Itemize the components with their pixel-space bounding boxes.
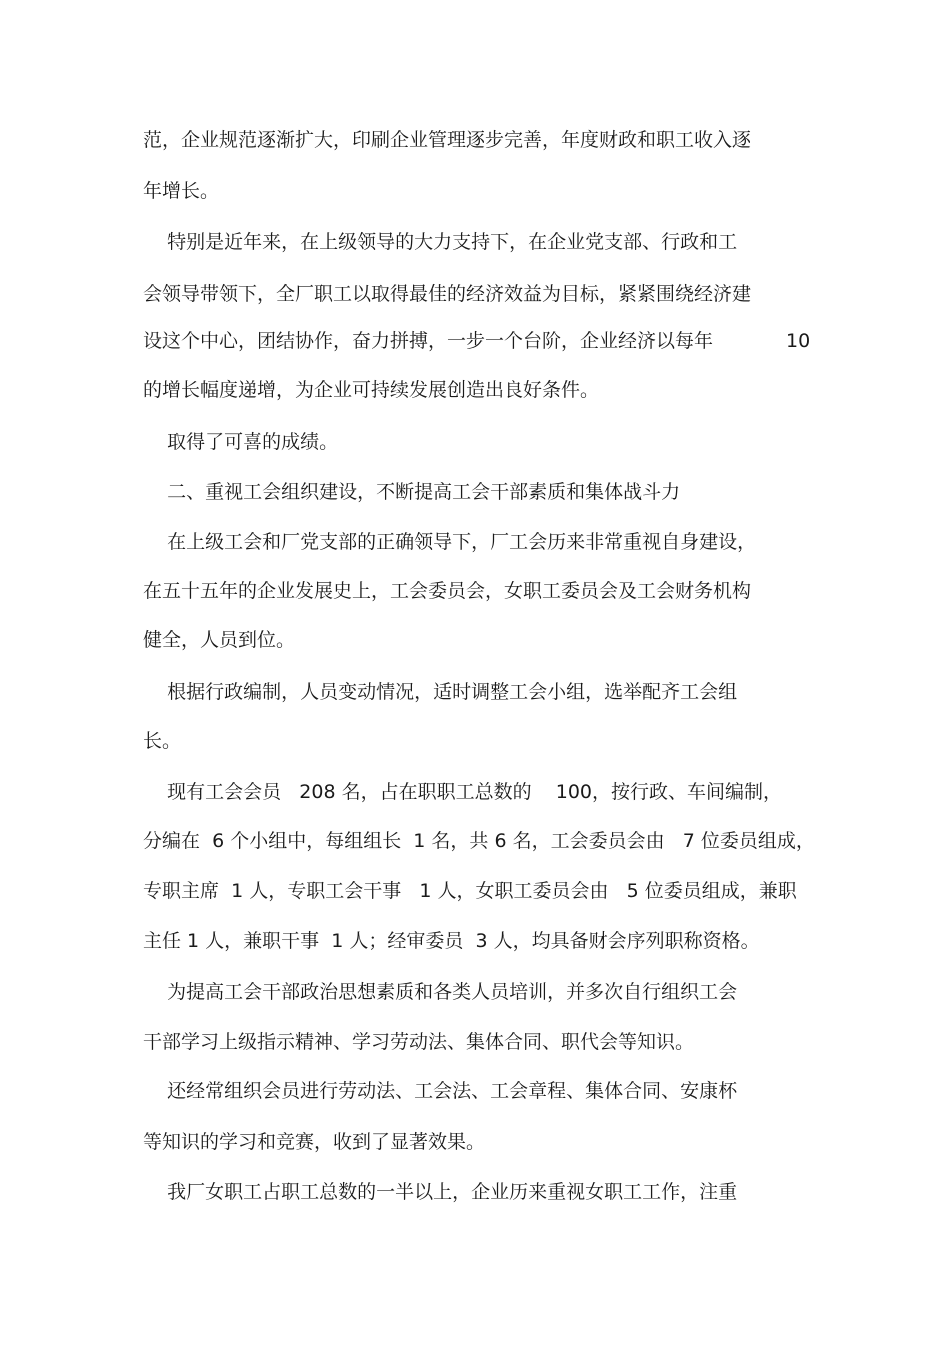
text-line: 还经常组织会员进行劳动法、工会法、工会章程、集体合同、安康杯 — [143, 1080, 738, 1102]
text-line: 我厂女职工占职工总数的一半以上，企业历来重视女职工工作，注重 — [143, 1181, 738, 1203]
text-line: 根据行政编制，人员变动情况，适时调整工会小组，选举配齐工会组 — [143, 681, 738, 703]
page-number: 10 — [786, 330, 811, 352]
text-line: 主任 1 人，兼职干事 1 人；经审委员 3 人，均具备财会序列职称资格。 — [143, 930, 760, 952]
text-line: 会领导带领下，全厂职工以取得最佳的经济效益为目标，紧紧围绕经济建 — [143, 283, 752, 305]
text-line: 年增长。 — [143, 180, 220, 202]
text-line: 等知识的学习和竞赛，收到了显著效果。 — [143, 1131, 486, 1153]
section-heading: 二、重视工会组织建设，不断提高工会干部素质和集体战斗力 — [143, 481, 681, 503]
text-line: 干部学习上级指示精神、学习劳动法、集体合同、职代会等知识。 — [143, 1031, 695, 1053]
text-line: 长。 — [143, 730, 182, 752]
text-line: 分编在 6 个小组中，每组组长 1 名，共 6 名，工会委员会由 7 位委员组成， — [143, 830, 815, 852]
text-line: 在上级工会和厂党支部的正确领导下，厂工会历来非常重视自身建设， — [143, 531, 757, 553]
text-line: 专职主席 1 人，专职工会干事 1 人，女职工委员会由 5 位委员组成，兼职 — [143, 880, 797, 902]
text-line: 在五十五年的企业发展史上，工会委员会，女职工委员会及工会财务机构 — [143, 580, 752, 602]
text-line: 为提高工会干部政治思想素质和各类人员培训，并多次自行组织工会 — [143, 981, 738, 1003]
text-line: 特别是近年来，在上级领导的大力支持下，在企业党支部、行政和工 — [143, 231, 738, 253]
text-line: 现有工会会员 208 名，占在职职工总数的 100，按行政、车间编制， — [143, 781, 783, 803]
text-line: 的增长幅度递增，为企业可持续发展创造出良好条件。 — [143, 379, 600, 401]
text-line: 设这个中心，团结协作，奋力拼搏，一步一个台阶，企业经济以每年 — [143, 330, 714, 352]
text-line: 健全，人员到位。 — [143, 629, 296, 651]
text-line: 范，企业规范逐渐扩大，印刷企业管理逐步完善，年度财政和职工收入逐 — [143, 129, 752, 151]
text-line: 取得了可喜的成绩。 — [143, 431, 339, 453]
